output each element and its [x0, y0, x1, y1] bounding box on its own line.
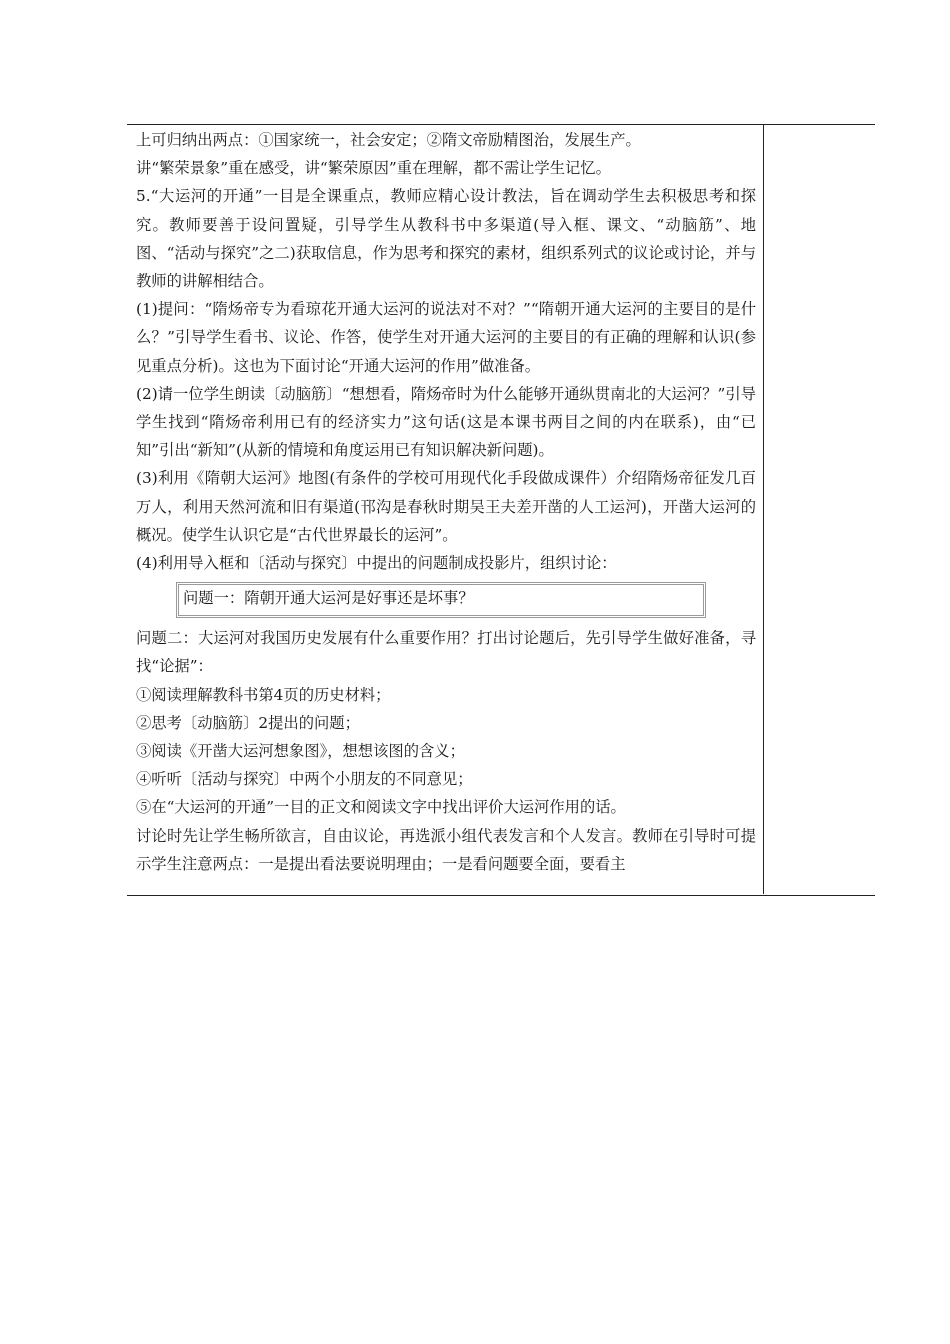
list-item: ①阅读理解教科书第4页的历史材料；: [136, 685, 391, 704]
column-divider: [763, 124, 764, 894]
list-item: ④听听〔活动与探究〕中两个小朋友的不同意见；: [136, 770, 473, 789]
list-item: ③阅读《开凿大运河想象图》，想想该图的含义；: [136, 742, 465, 761]
paragraph: 上可归纳出两点：①国家统一，社会安定；②隋文帝励精图治，发展生产。: [136, 131, 641, 149]
list-item: ②思考〔动脑筋〕2提出的问题；: [136, 713, 360, 732]
paragraph: (2)请一位学生朗读〔动脑筋〕“想想看，隋炀帝时为什么能够开通纵贯南北的大运河？”引导学生找到“隋炀帝利用已有的经济实力”这句话(这是本课书两目之间的内在联系)，由“已知”引出“新知”(从新的情境和角度运用已有知识解决新问题)。: [136, 384, 756, 460]
paragraph: 5.“大运河的开通”一目是全课重点，教师应精心设计教法，旨在调动学生去积极思考和探究。教师要善于设问置疑，引导学生从教科书中多渠道(导入框、课文、“动脑筋”、地图、“活动与探究”之二)获取信息，作为思考和探究的素材，组织系列式的议论或讨论，并与教师的讲解相结合。: [136, 187, 756, 291]
paragraph: 问题二：大运河对我国历史发展有什么重要作用？打出讨论题后，先引导学生做好准备，寻找“论据”：: [136, 629, 756, 676]
question-box: 问题一：隋朝开通大运河是好事还是坏事？: [176, 582, 706, 618]
paragraph: (1)提问：“隋炀帝专为看琼花开通大运河的说法对不对？”“隋朝开通大运河的主要目的是什么？”引导学生看书、议论、作答，使学生对开通大运河的主要目的有正确的理解和认识(参见重点分析)。这也为下面讨论“开通大运河的作用”做准备。: [136, 300, 756, 375]
paragraph: 讲“繁荣景象”重在感受，讲“繁荣原因”重在理解，都不需让学生记忆。: [136, 159, 611, 178]
lesson-content: [136, 126, 756, 878]
paragraph: 讨论时先让学生畅所欲言，自由议论，再选派小组代表发言和个人发言。教师在引导时可提示学生注意两点：一是提出看法要说明理由；一是看问题要全面，要看主: [136, 826, 756, 873]
paragraph: (3)利用《隋朝大运河》地图(有条件的学校可用现代化手段做成课件）介绍隋炀帝征发几百万人，利用天然河流和旧有渠道(邗沟是春秋时期吴王夫差开凿的人工运河)，开凿大运河的概况。使学生认识它是“古代世界最长的运河”。: [136, 469, 756, 544]
paragraph: (4)利用导入框和〔活动与探究〕中提出的问题制成投影片，组织讨论：: [136, 554, 617, 573]
list-item: ⑤在“大运河的开通”一目的正文和阅读文字中找出评价大运河作用的话。: [136, 798, 626, 817]
